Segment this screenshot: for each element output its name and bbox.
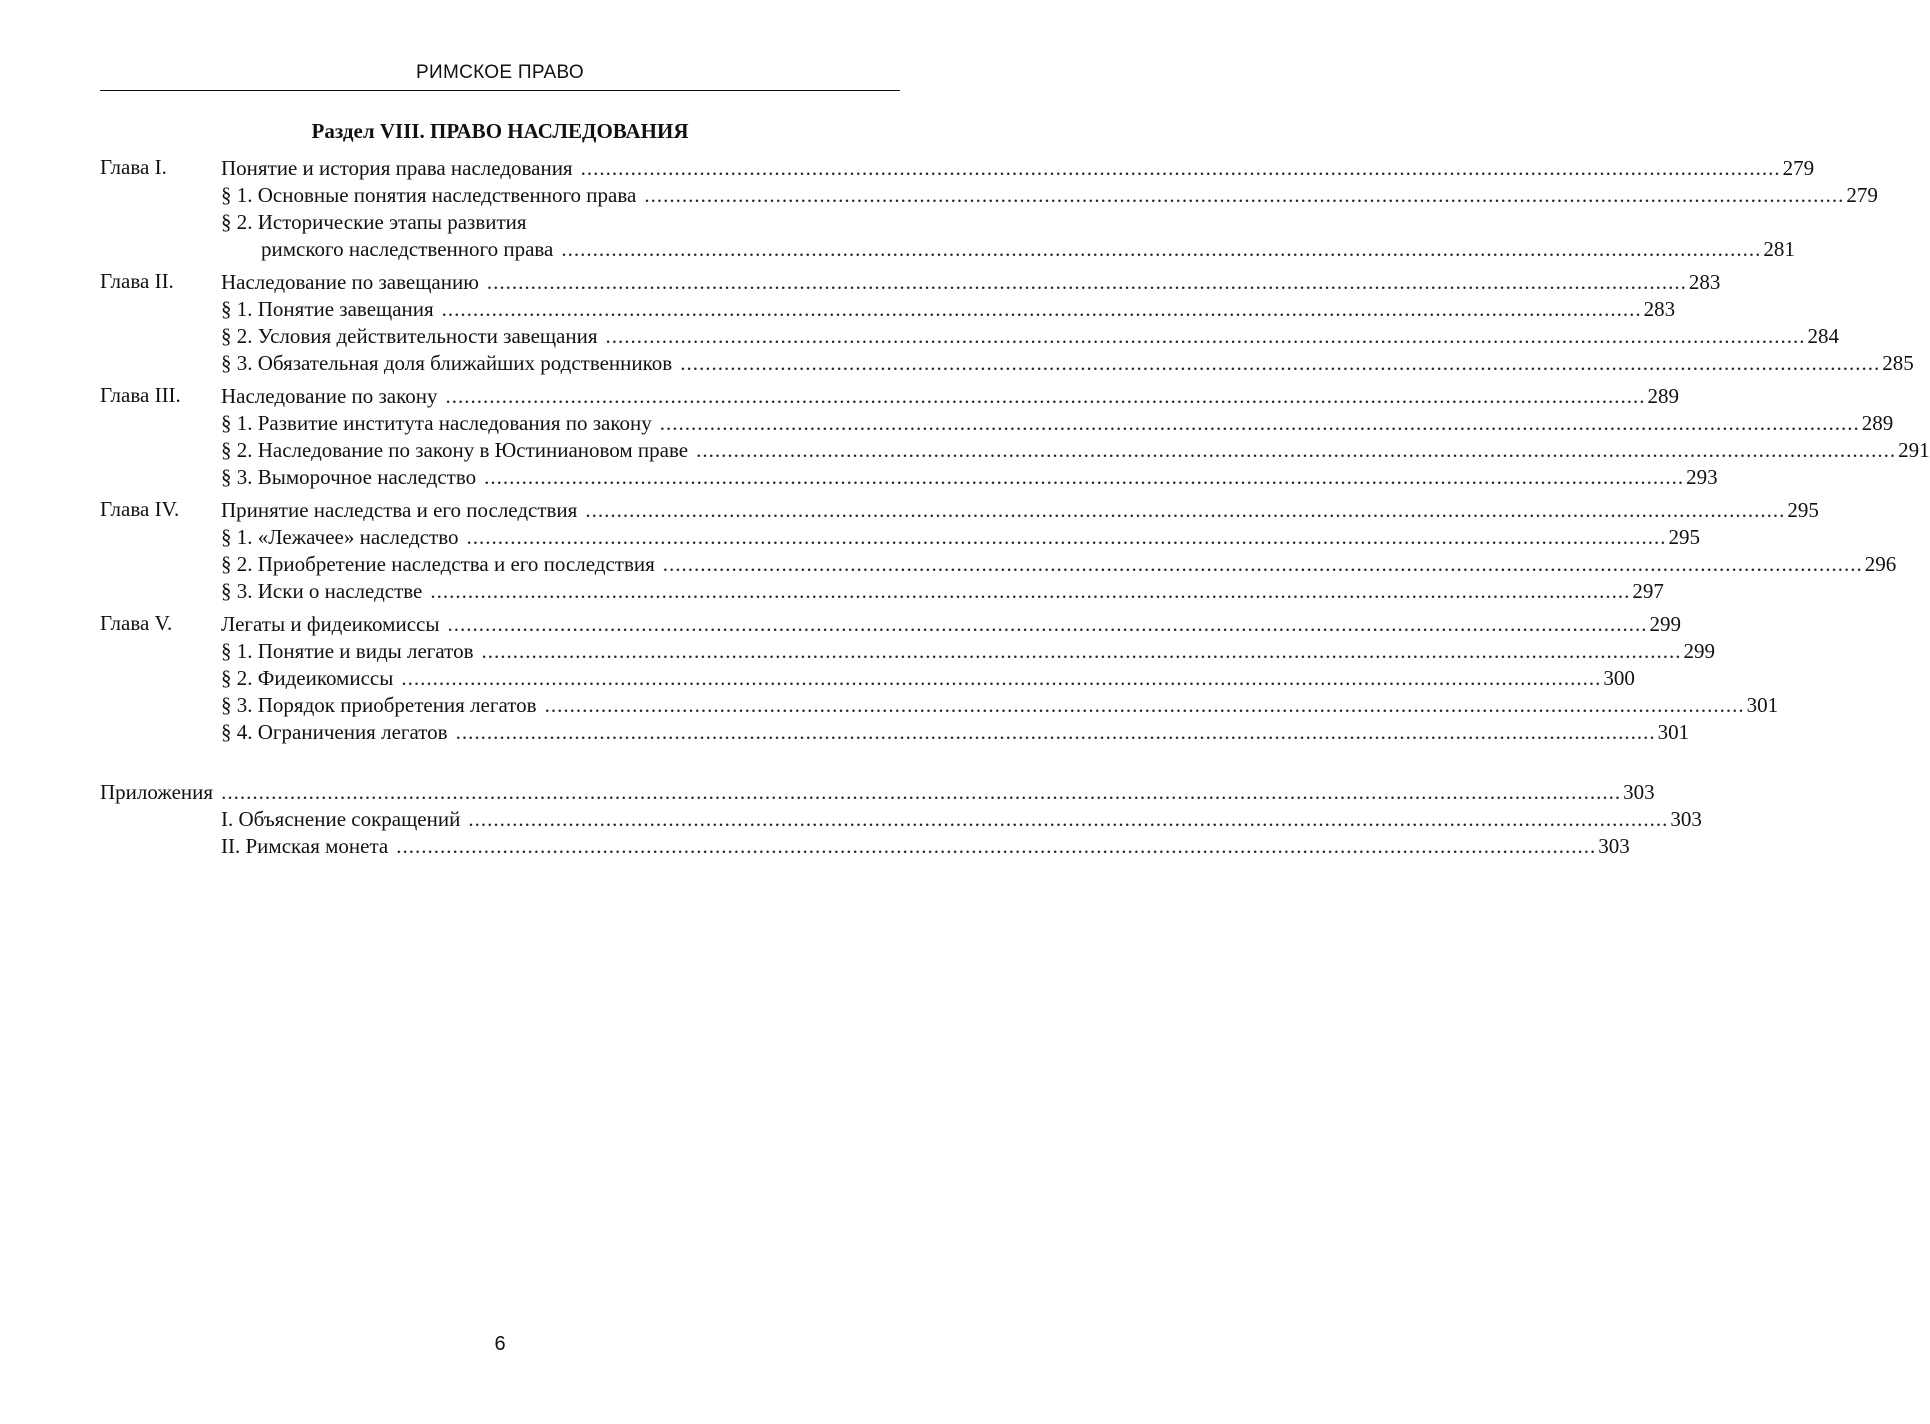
leader-dots: ................................................................................................................................................................................................ [396,834,1597,858]
toc-entry[interactable] [221,497,1819,524]
entry-title: II. Римская монета [221,834,389,858]
leader-dots: ................................................................................................................................................................................................ [561,237,1762,261]
toc-entry[interactable] [221,236,1795,263]
entry-page: 289 [1861,411,1894,435]
chapter-label: Глава III. [100,383,181,407]
leader-dots: ................................................................................................................................................................................................ [605,324,1806,348]
toc-entry[interactable] [221,578,1664,605]
entry-page: 300 [1603,666,1635,690]
leader-dots: ................................................................................................................................................................................................ [468,807,1669,831]
toc-appendix [100,779,1702,860]
chapter-label: Глава V. [100,611,173,635]
toc-entry[interactable] [221,833,1630,860]
toc-entry[interactable] [221,269,1721,296]
toc-chapter-1 [100,155,1878,263]
toc-entry[interactable] [221,464,1718,491]
entry-page: 283 [1688,270,1721,294]
entry-title: Понятие и история права наследования [221,156,573,180]
entry-page: 284 [1807,324,1840,348]
leader-dots: ................................................................................................................................................................................................ [662,552,1863,576]
leader-dots: ................................................................................................................................................................................................ [659,411,1860,435]
chapter-label: Глава II. [100,269,174,293]
entry-title: Легаты и фидеикомиссы [221,612,440,636]
toc-entry[interactable] [221,806,1702,833]
entry-page: 295 [1668,525,1700,549]
leader-dots: ................................................................................................................................................................................................ [580,156,1781,180]
entry-page: 279 [1846,183,1878,207]
toc-entry[interactable] [221,524,1700,551]
toc-chapter-3 [100,383,1930,491]
entry-title: § 1. «Лежачее» наследство [221,525,459,549]
leader-dots: ................................................................................................................................................................................................ [680,351,1881,375]
toc-entry[interactable] [221,182,1878,209]
entry-page: 281 [1763,237,1795,261]
entry-title: § 2. Приобретение наследства и его последствия [221,552,655,576]
leader-dots: ................................................................................................................................................................................................ [430,579,1631,603]
toc-entry[interactable] [221,665,1635,692]
entry-title: § 2. Исторические этапы развития [221,210,527,234]
entry-page: 297 [1632,579,1664,603]
entry-page: 291 [1898,438,1930,462]
entry-page: 303 [1670,807,1702,831]
leader-dots: ................................................................................................................................................................................................ [484,465,1685,489]
toc-entry[interactable] [221,155,1815,182]
leader-dots: ................................................................................................................................................................................................ [445,384,1646,408]
entry-page: 299 [1683,639,1715,663]
leader-dots: ................................................................................................................................................................................................ [544,693,1745,717]
entry-page: 285 [1882,351,1914,375]
entry-page: 299 [1649,612,1681,636]
page-number: 6 [494,1333,506,1355]
entry-title: § 2. Условия действительности завещания [221,324,598,348]
toc-entry[interactable] [221,437,1930,464]
toc-entry[interactable] [221,296,1676,323]
entry-page: 301 [1746,693,1779,717]
toc-entry[interactable] [221,638,1715,665]
leader-dots: ................................................................................................................................................................................................ [447,612,1648,636]
leader-dots: ................................................................................................................................................................................................ [644,183,1845,207]
toc-entry[interactable] [221,719,1690,746]
leader-dots: ................................................................................................................................................................................................ [481,639,1682,663]
entry-page: 279 [1782,156,1815,180]
running-head: РИМСКОЕ ПРАВО [416,62,584,83]
toc-entry[interactable] [221,323,1840,350]
toc-entry[interactable] [221,410,1894,437]
leader-dots: ................................................................................................................................................................................................ [441,297,1642,321]
entry-title: § 4. Ограничения легатов [221,720,448,744]
entry-title: § 1. Понятие завещания [221,297,434,321]
entry-title: § 1. Развитие института наследования по закону [221,411,652,435]
leader-dots: ................................................................................................................................................................................................ [466,525,1667,549]
toc-entry[interactable] [221,551,1897,578]
entry-page: 303 [1598,834,1630,858]
entry-page: 283 [1643,297,1676,321]
toc-entry[interactable] [221,692,1779,719]
leader-dots: ................................................................................................................................................................................................................................ [221,780,1622,804]
entry-page: 289 [1647,384,1680,408]
entry-page: 293 [1686,465,1718,489]
entry-page: 295 [1787,498,1819,522]
leader-dots: ................................................................................................................................................................................................ [696,438,1897,462]
toc-entry[interactable] [221,383,1680,410]
toc-chapter-2 [100,269,1914,377]
section-title: Раздел VIII. ПРАВО НАСЛЕДОВАНИЯ [311,119,689,143]
chapter-label: Глава I. [100,155,167,179]
entry-title: § 1. Основные понятия наследственного права [221,183,637,207]
table-of-contents [100,155,1930,860]
entry-title: § 3. Иски о наследстве [221,579,423,603]
entry-title: § 3. Выморочное наследство [221,465,477,489]
toc-entry[interactable] [100,779,1655,806]
toc-entry[interactable] [221,611,1681,638]
entry-title: § 1. Понятие и виды легатов [221,639,474,663]
chapter-label: Глава IV. [100,497,180,521]
entry-title: Наследование по закону [221,384,438,408]
entry-title: § 3. Порядок приобретения легатов [221,693,537,717]
entry-title: I. Объяснение сокращений [221,807,461,831]
entry-title: Приложения [100,780,214,804]
toc-entry[interactable] [221,350,1914,377]
toc-entry-line [221,209,900,236]
entry-page: 303 [1623,780,1655,804]
leader-dots: ................................................................................................................................................................................................ [486,270,1687,294]
entry-title: § 3. Обязательная доля ближайших родственников [221,351,673,375]
entry-title: Наследование по завещанию [221,270,479,294]
toc-chapter-5 [100,611,1779,746]
leader-dots: ................................................................................................................................................................................................ [401,666,1602,690]
entry-page: 296 [1864,552,1897,576]
header-rule [100,90,900,91]
entry-title: Принятие наследства и его последствия [221,498,578,522]
entry-page: 301 [1657,720,1690,744]
toc-chapter-4 [100,497,1897,605]
leader-dots: ................................................................................................................................................................................................ [585,498,1786,522]
leader-dots: ................................................................................................................................................................................................ [455,720,1656,744]
entry-title: § 2. Фидеикомиссы [221,666,394,690]
entry-title: § 2. Наследование по закону в Юстиниановом праве [221,438,689,462]
entry-title-continued: римского наследственного права [261,237,554,261]
